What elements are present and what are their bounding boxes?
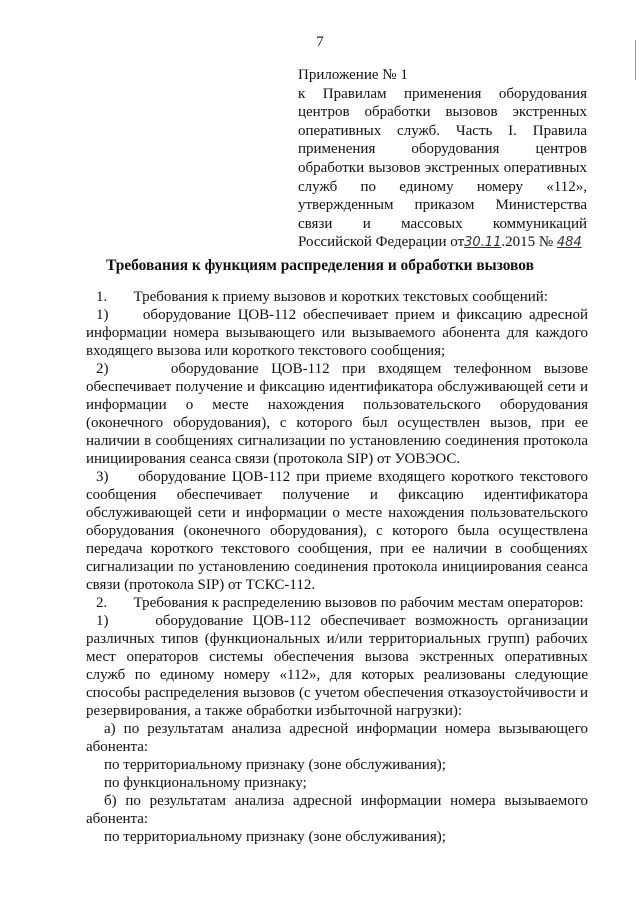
document-title: Требования к функциям распределения и обработки вызовов [106, 257, 534, 274]
section-1-heading: 1. Требования к приему вызовов и коротких текстовых сообщений: [96, 289, 548, 305]
section-1-item-3: 3) оборудование ЦОВ-112 при приеме входящего короткого текстового сообщения обеспечивает получение и фиксацию идентификатора обслуживающей сети и информации о месте нахождения пользовательского оборудования (оконечного оборудования), с которого была осуществлена передача короткого текстового сообщения, при ее наличии в сообщениях сигнализации по установлению соединения протокола инициирования сеанса связи (протокола SIP) от ТСКС-112. [86, 469, 588, 593]
appendix-line: оперативных служб. Часть I. Правила [298, 122, 587, 139]
section-2-subitem-b: б) по результатам анализа адресной информации номера вызываемого абонента: [86, 793, 588, 827]
section-2-heading: 2. Требования к распределению вызовов по рабочим местам операторов: [96, 595, 584, 611]
appendix-line-prefix: Российской Федерации от [298, 234, 465, 251]
margin-mark [635, 40, 636, 80]
appendix-line: центров обработки вызовов экстренных [298, 104, 587, 121]
document-body [86, 288, 588, 846]
appendix-line: применения оборудования центров [298, 141, 587, 158]
appendix-line: обработки вызовов экстренных оперативных [298, 159, 587, 176]
appendix-year: .2015 № [501, 234, 554, 251]
section-1-item-2: 2) оборудование ЦОВ-112 при входящем телефонном вызове обеспечивает получение и фиксацию идентификатора обслуживающей сети и информации о месте нахождения пользовательского оборудования (оконечного оборудования), с которого был осуществлен вызов, при ее наличии в сообщениях сигнализации по установлению соединения протокола инициирования сеанса связи (протокола SIP) от УОВЭОС. [86, 361, 588, 467]
handwritten-date: 30.11 [464, 235, 502, 251]
section-1-item-1: 1) оборудование ЦОВ-112 обеспечивает прием и фиксацию адресной информации номера вызывающего или вызываемого абонента для каждого входящего вызова или короткого текстового сообщения; [86, 307, 588, 359]
section-2-subitem-a: а) по результатам анализа адресной информации номера вызывающего абонента: [86, 721, 588, 755]
appendix-line: связи и массовых коммуникаций [298, 215, 587, 232]
appendix-line: служб по единому номеру «112», [298, 178, 587, 195]
appendix-block [298, 66, 587, 253]
appendix-line: к Правилам применения оборудования [298, 85, 587, 102]
section-2-b-option-1: по территориальному признаку (зоне обслуживания); [104, 829, 446, 845]
section-2-a-option-1: по территориальному признаку (зоне обслуживания); [104, 757, 446, 773]
appendix-line: Приложение № 1 [298, 67, 408, 83]
page-number: 7 [316, 34, 324, 50]
section-2-item-1: 1) оборудование ЦОВ-112 обеспечивает возможность организации различных типов (функциональных и/или территориальных групп) рабочих мест операторов системы обеспечения вызова экстренных оперативных служб по единому номеру «112», для которых реализованы следующие способы распределения вызовов (с учетом обеспечения отказоустойчивости и резервирования, а также обработки избыточной нагрузки): [86, 613, 588, 719]
appendix-date-line [298, 233, 587, 253]
section-2-a-option-2: по функциональному признаку; [104, 775, 307, 791]
handwritten-number: 484 [556, 235, 582, 251]
appendix-line: утвержденным приказом Министерства [298, 197, 587, 214]
